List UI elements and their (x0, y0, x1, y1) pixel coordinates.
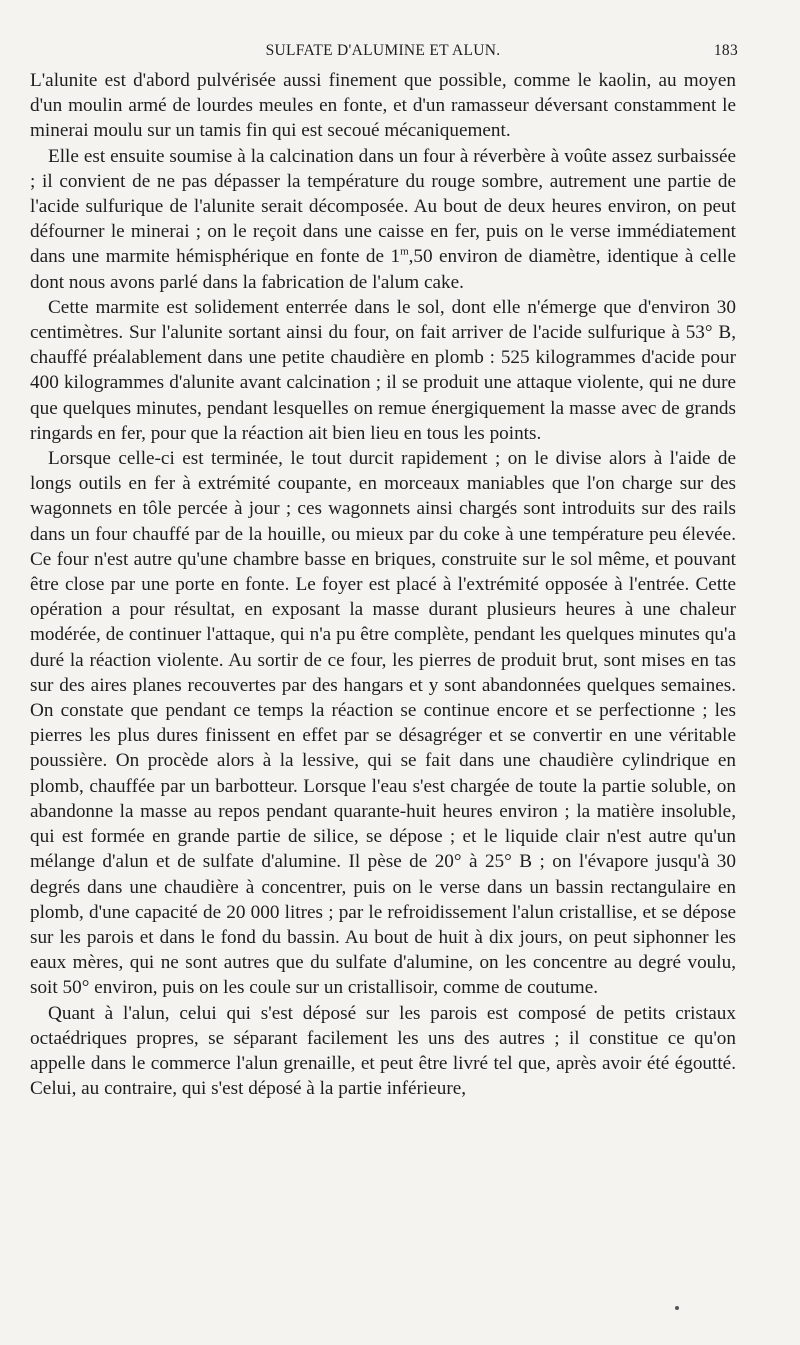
running-header (30, 42, 736, 68)
paragraph-acid-attack (30, 295, 736, 446)
body-text (30, 68, 736, 1101)
paragraph-grinding (30, 68, 736, 144)
book-page (30, 42, 736, 1101)
paragraph-processing (30, 446, 736, 1000)
print-speck (675, 1306, 679, 1310)
page-number: 183 (713, 42, 738, 59)
paragraph-text: L'alunite est d'abord pulvérisée aussi finement que possible, comme le kaolin, au moyen d'un moulin armé de lourdes meules en fonte, et d'un ramasseur déversant constamment le minerai moulu sur un tamis fin qui est secoué mécaniquement. (30, 70, 736, 142)
paragraph-text: Cette marmite est solidement enterrée dans le sol, dont elle n'émerge que d'environ 30 centimètres. Sur l'alunite sortant ainsi du four, on fait arriver de l'acide sulfurique à 53° B, chauffé préalablement dans une petite chaudière en plomb : 525 kilogrammes d'acide pour 400 kilogrammes d'alunite avant calcination ; il se produit une attaque violente, qui ne dure que quelques minutes, pendant lesquelles on remue énergiquement la masse avec de grands ringards en fer, pour que la réaction ait bien lieu en tous les points. (30, 296, 736, 444)
paragraph-calcination (30, 144, 736, 295)
paragraph-text: Lorsque celle-ci est terminée, le tout durcit rapidement ; on le divise alors à l'aide de longs outils en fer à extrémité coupante, en morceaux maniables que l'on charge sur des wagonnets en tôle percée à jour ; ces wagonnets ainsi chargés sont introduits sur des rails dans un four chauffé par de la houille, ou mieux par du coke à une température peu élevée. Ce four n'est autre qu'une chambre basse en briques, construite sur le sol même, et pouvant être close par une porte en fonte. Le foyer est placé à l'extrémité opposée à l'entrée. Cette opération a pour résultat, en exposant la masse durant plusieurs heures à une chaleur modérée, de continuer l'attaque, qui n'a pu être complète, pendant les quelques minutes qu'a duré la réaction violente. Au sortir de ce four, les pierres de produit brut, sont mises en tas sur des aires planes recouvertes par des hangars et y sont abandonnées quelques semaines. On constate que pendant ce temps la réaction se continue encore et se perfectionne ; les pierres les plus dures finissent en effet par se désagréger et se convertir en une véritable poussière. On procède alors à la lessive, qui se fait dans une chaudière cylindrique en plomb, chauffée par un barbotteur. Lorsque l'eau s'est chargée de toute la partie soluble, on abandonne la masse au repos pendant quarante-huit heures environ ; la matière insoluble, qui est formée en grande partie de silice, se dépose ; et le liquide clair n'est autre qu'un mélange d'alun et de sulfate d'alumine. Il pèse de 20° à 25° B ; on l'évapore jusqu'à 30 degrés dans une chaudière à concentrer, puis on le verse dans un bassin rectangulaire en plomb, d'une capacité de 20 000 litres ; par le refroidissement l'alun cristallise, et se dépose sur les parois et dans le fond du bassin. Au bout de huit à dix jours, on peut siphonner les eaux mères, qui ne sont autres que du sulfate d'alumine, on les concentre au degré voulu, soit 50° environ, puis on les coule sur un cristallisoir, comme de coutume. (30, 448, 736, 999)
meter-superscript: m (400, 246, 409, 259)
paragraph-text: ,50 environ de diamètre, identique à celle dont nous avons parlé dans la fabrication de l'alum cake. (30, 246, 736, 293)
running-title: SULFATE D'ALUMINE ET ALUN. (265, 42, 501, 59)
paragraph-text: Elle est ensuite soumise à la calcination dans un four à réverbère à voûte assez surbaissée ; il convient de ne pas dépasser la température du rouge sombre, autrement une partie de l'acide sulfurique de l'alunite serait décomposée. Au bout de deux heures environ, on peut défourner le minerai ; on le reçoit dans une caisse en fer, puis on le verse immédiatement dans une marmite hémisphérique en fonte de 1 (30, 145, 736, 268)
paragraph-text: Quant à l'alun, celui qui s'est déposé sur les parois est composé de petits cristaux octaédriques propres, se séparant facilement les uns des autres ; il constitue ce qu'on appelle dans le commerce l'alun grenaille, et peut être livré tel que, après avoir été égoutté. Celui, au contraire, qui s'est déposé à la partie inférieure, (30, 1002, 736, 1100)
paragraph-alum-crystals (30, 1001, 736, 1102)
